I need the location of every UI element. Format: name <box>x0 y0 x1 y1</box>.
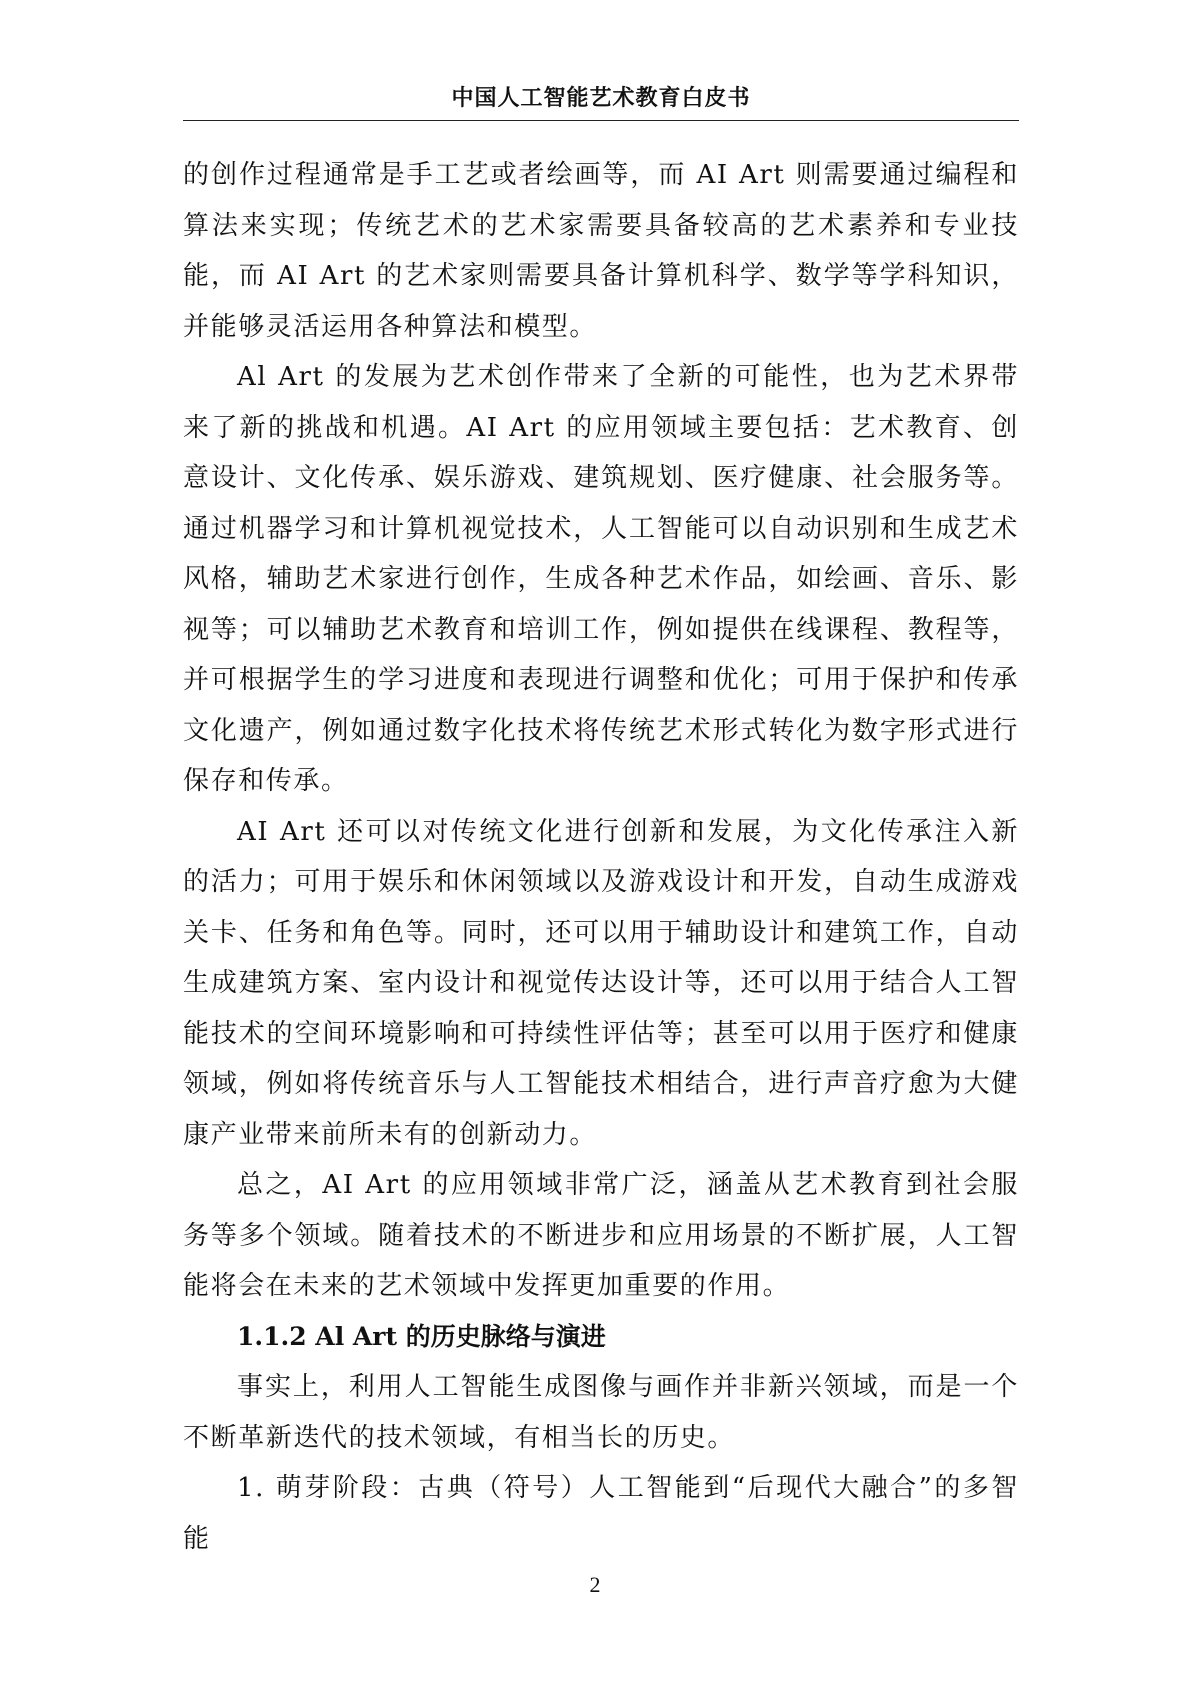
paragraph-summary: 总之，AI Art 的应用领域非常广泛，涵盖从艺术教育到社会服务等多个领域。随着技术的不断进步和应用场景的不断扩展，人工智能将会在未来的艺术领域中发挥更加重要的作用。 <box>183 1170 1019 1301</box>
paragraph-continuation: 的创作过程通常是手工艺或者绘画等，而 AI Art 则需要通过编程和算法来实现；传统艺术的艺术家需要具备较高的艺术素养和专业技能，而 AI Art 的艺术家则需要具备计算机科学、数学等学科知识，并能够灵活运用各种算法和模型。 <box>183 160 1019 342</box>
list-item-stage-1: 1. 萌芽阶段：古典（符号）人工智能到“后现代大融合”的多智能 <box>183 1473 1019 1554</box>
paragraph-culture: AI Art 还可以对传统文化进行创新和发展，为文化传承注入新的活力；可用于娱乐和休闲领域以及游戏设计和开发，自动生成游戏关卡、任务和角色等。同时，还可以用于辅助设计和建筑工作，自动生成建筑方案、室内设计和视觉传达设计等，还可以用于结合人工智能技术的空间环境影响和可持续性评估等；甚至可以用于医疗和健康领域，例如将传统音乐与人工智能技术相结合，进行声音疗愈为大健康产业带来前所未有的创新动力。 <box>183 816 1019 1150</box>
running-header: 中国人工智能艺术教育白皮书 <box>451 86 751 111</box>
section-heading: 1.1.2 Al Art 的历史脉络与演进 <box>237 1321 606 1351</box>
header-divider <box>183 120 1019 121</box>
page-number: 2 <box>589 1572 601 1597</box>
paragraph-history: 事实上，利用人工智能生成图像与画作并非新兴领域，而是一个不断革新迭代的技术领域，有相当长的历史。 <box>183 1372 1019 1453</box>
paragraph-applications: Al Art 的发展为艺术创作带来了全新的可能性，也为艺术界带来了新的挑战和机遇。AI Art 的应用领域主要包括：艺术教育、创意设计、文化传承、娱乐游戏、建筑规划、医疗健康、社会服务等。通过机器学习和计算机视觉技术，人工智能可以自动识别和生成艺术风格，辅助艺术家进行创作，生成各种艺术作品，如绘画、音乐、影视等；可以辅助艺术教育和培训工作，例如提供在线课程、教程等，并可根据学生的学习进度和表现进行调整和优化；可用于保护和传承文化遗产，例如通过数字化技术将传统艺术形式转化为数字形式进行保存和传承。 <box>183 362 1019 796</box>
page-body <box>183 150 1019 1564</box>
